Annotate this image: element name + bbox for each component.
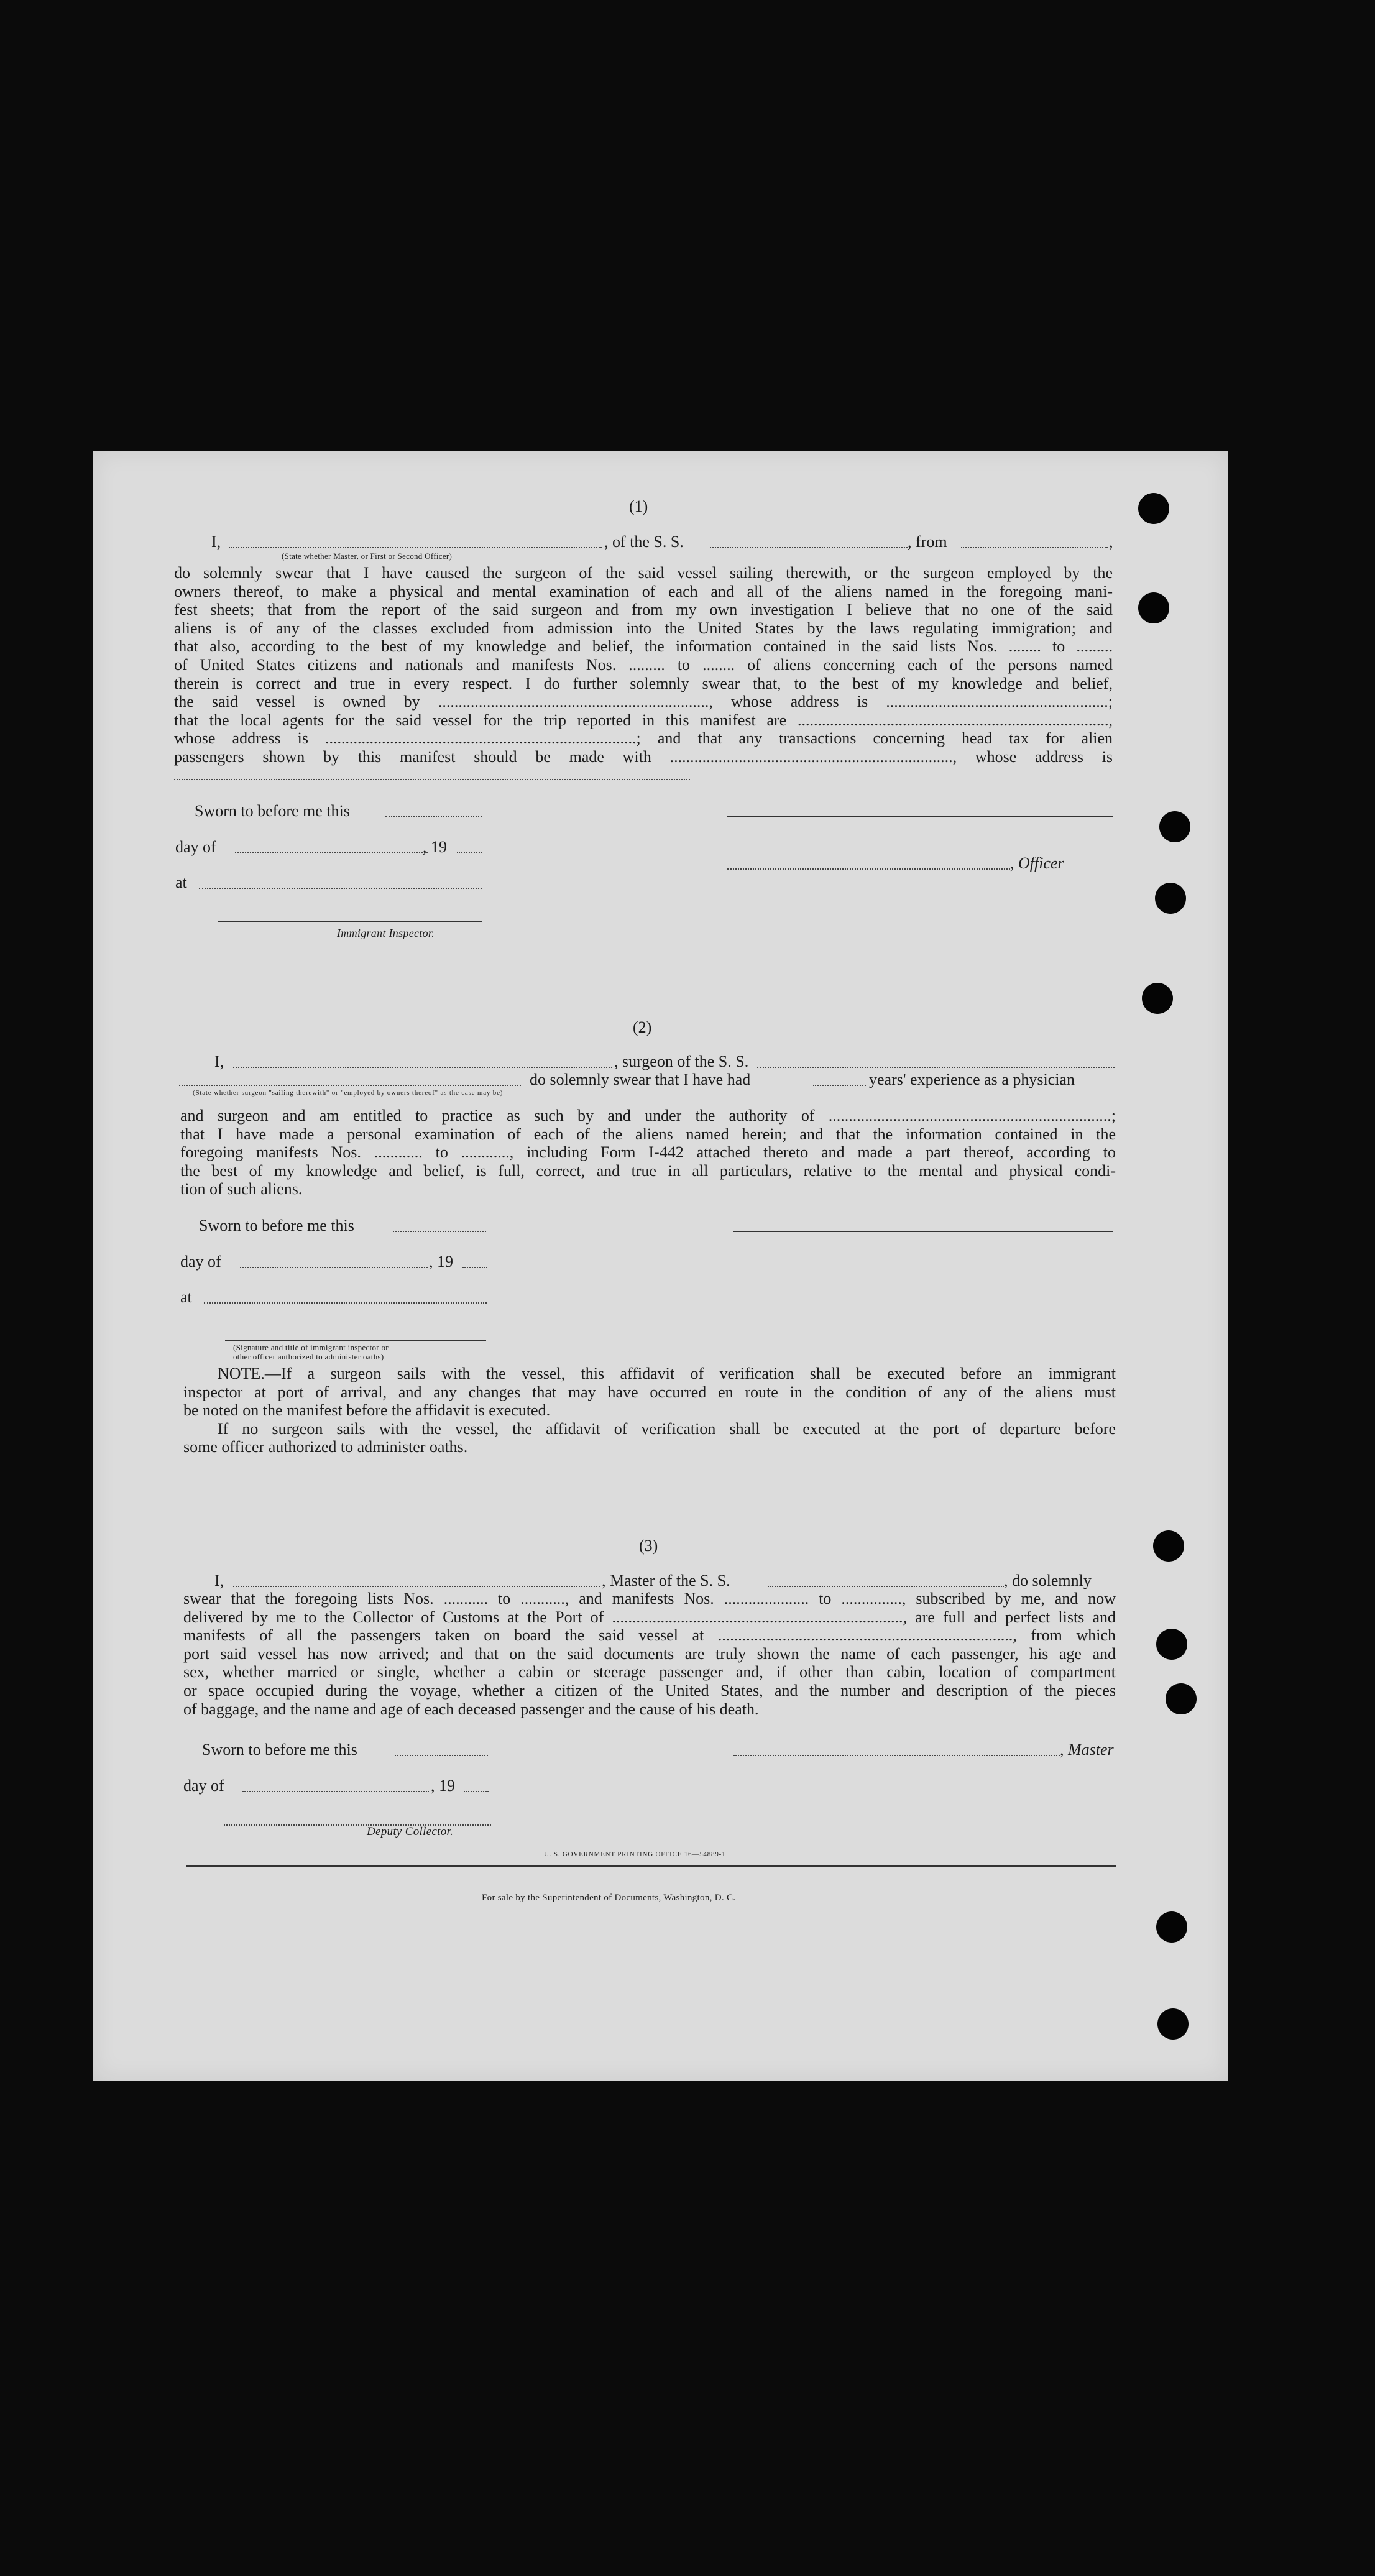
s1-sworn-line — [385, 816, 482, 817]
s3-oath-text: swear that the foregoing lists Nos. ........... to ..........., and manifests Nos. ..................... to ..............., subscribed by me, and now delivered by me to the Collector of Customs at the Port of ........................................................................, are full and perfect lists and manifests of all the passengers taken on board the said vessel at ........................................................................., from which port said vessel has now arrived; and that on the said documents are truly shown the name of each passenger, his age and sex, whether married or single, whether a cabin or steerage passenger and, if other than cabin, location of compartment or space occupied during the voyage, whether a citizen of the United States, and the number and description of the pieces of baggage, and the name and age of each deceased passenger and the cause of his death. — [183, 1589, 1116, 1718]
s1-year-label: , 19 — [423, 838, 447, 856]
s1-inspector-line — [218, 921, 482, 922]
manifest-back-page — [93, 451, 1228, 2081]
s2-name-line — [233, 1067, 612, 1068]
s2-type-caption: (State whether surgeon "sailing therewith" or "employed by owners thereof" as the case may be) — [193, 1089, 504, 1097]
s2-years-line — [813, 1085, 866, 1086]
s3-day-label: day of — [183, 1777, 224, 1795]
section-1-number: (1) — [629, 497, 648, 515]
footer-rule — [186, 1865, 1116, 1867]
punch-hole — [1159, 811, 1190, 842]
s2-sworn-line — [393, 1231, 486, 1232]
section-2-number: (2) — [633, 1018, 652, 1036]
s3-sworn-label: Sworn to before me this — [202, 1741, 357, 1759]
s1-inspector-label: Immigrant Inspector. — [337, 927, 435, 939]
s1-at-label: at — [175, 873, 187, 891]
s2-sworn-label: Sworn to before me this — [199, 1217, 354, 1235]
s3-master-line — [733, 1755, 1060, 1756]
punch-hole — [1157, 2008, 1189, 2040]
s1-name-line — [229, 547, 602, 548]
s1-ss-label: , of the S. S. — [604, 533, 684, 551]
s1-at-line — [199, 888, 482, 889]
punch-hole — [1156, 1911, 1187, 1943]
s2-i-label: I, — [214, 1052, 224, 1070]
s2-sig-caption-2: other officer authorized to administer oaths) — [233, 1352, 384, 1361]
s2-year-label: , 19 — [429, 1253, 453, 1271]
s2-year-line — [462, 1267, 487, 1268]
s3-sworn-line — [395, 1755, 488, 1756]
s2-day-label: day of — [180, 1253, 221, 1271]
s2-at-line — [204, 1302, 487, 1304]
s1-sworn-label: Sworn to before me this — [195, 802, 350, 820]
s3-year-label: , 19 — [431, 1777, 455, 1795]
s3-swear-label: , do solemnly — [1004, 1571, 1092, 1589]
s3-deputy-label: Deputy Collector. — [367, 1825, 454, 1838]
s1-comma: , — [1109, 533, 1113, 551]
s2-swear-label: do solemnly swear that I have had — [530, 1070, 751, 1088]
s2-years-label: years' experience as a physician — [869, 1070, 1075, 1088]
sale-notice: For sale by the Superintendent of Documents, Washington, D. C. — [482, 1893, 736, 1903]
s1-officer-line — [727, 868, 1010, 870]
s2-at-label: at — [180, 1288, 192, 1306]
s3-day-line — [242, 1791, 429, 1792]
punch-hole — [1166, 1683, 1197, 1714]
s3-i-label: I, — [214, 1571, 224, 1589]
punch-hole — [1138, 592, 1169, 623]
s1-signature-line — [727, 816, 1113, 817]
gpo-imprint: U. S. GOVERNMENT PRINTING OFFICE 16—54889-1 — [544, 1851, 726, 1858]
s1-day-label: day of — [175, 838, 216, 856]
s3-master-label: , Master of the S. S. — [602, 1571, 730, 1589]
s1-i-label: I, — [211, 533, 221, 551]
s2-ss-label: , surgeon of the S. S. — [614, 1052, 749, 1070]
s2-type-line — [179, 1085, 521, 1086]
s1-year-line — [457, 852, 482, 853]
punch-hole — [1156, 1629, 1187, 1660]
punch-hole — [1142, 983, 1173, 1014]
s2-ship-line — [757, 1067, 1115, 1068]
s1-ship-line — [710, 547, 908, 548]
section-3-number: (3) — [639, 1537, 658, 1555]
s1-oath-text: do solemnly swear that I have caused the surgeon of the said vessel sailing therewith, or the surgeon employed by the owners thereof, to make a physical and mental examination of each and all of the aliens named in the foregoing mani- fest sheets; that from the report of the said surgeon and from my own investigation I believe that no one of the said aliens is of any of the classes excluded from admission into the United States by the laws regulating immigration; and that also, according to the best of my knowledge and belief, the information contained in the said lists Nos. ........ to ......... of United States citizens and nationals and manifests Nos. ......... to ........ of aliens concerning each of the persons named therein is correct and true in every respect. I do further solemnly swear that, to the best of my knowledge and belief, the said vessel is owned by ..................................................................., whose address is .......................................................; that the local agents for the said vessel for the trip reported in this manifest are ............................................................................., whose address is .............................................................................; and that any transactions concerning head tax for alien passengers shown by this manifest should be made with ......................................................................, whose address is — [174, 564, 1113, 766]
s1-from-line — [961, 547, 1108, 548]
s1-rank-caption: (State whether Master, or First or Second Officer) — [282, 551, 453, 561]
punch-hole — [1153, 1530, 1184, 1562]
s2-oath-text: and surgeon and am entitled to practice as such by and under the authority of ......................................................................; that I have made a personal examination of each of the aliens named herein; and that the information contained in the foregoing manifests Nos. ............ to ............, including Form I-442 attached thereto and made a part thereof, according to the best of my knowledge and belief, is full, correct, and true in all particulars, relative to the mental and physical condi- tion of such aliens. — [180, 1106, 1116, 1198]
s3-ship-line — [768, 1586, 1004, 1587]
s1-day-line — [235, 852, 428, 853]
s2-inspector-line — [225, 1340, 486, 1341]
punch-hole — [1138, 493, 1169, 524]
s2-signature-line — [733, 1231, 1113, 1232]
s1-from-label: , from — [908, 533, 947, 551]
s2-day-line — [240, 1267, 428, 1268]
s2-note-text: NOTE.—If a surgeon sails with the vessel, this affidavit of verification shall be executed before an immigrant inspector at port of arrival, and any changes that may have occurred en route in the condition of any of the aliens must be noted on the manifest before the affidavit is executed. If no surgeon sails with the vessel, the affidavit of verification shall be executed at the port of departure before some officer authorized to administer oaths. — [183, 1364, 1116, 1456]
s2-sig-caption-1: (Signature and title of immigrant inspector or — [233, 1343, 389, 1352]
s3-name-line — [233, 1586, 600, 1587]
s1-officer-label: , Officer — [1010, 854, 1064, 872]
s3-master-sign-label: , Master — [1060, 1741, 1114, 1759]
punch-hole — [1155, 883, 1186, 914]
s3-year-line — [464, 1791, 489, 1792]
s1-continuation-line — [174, 779, 690, 780]
